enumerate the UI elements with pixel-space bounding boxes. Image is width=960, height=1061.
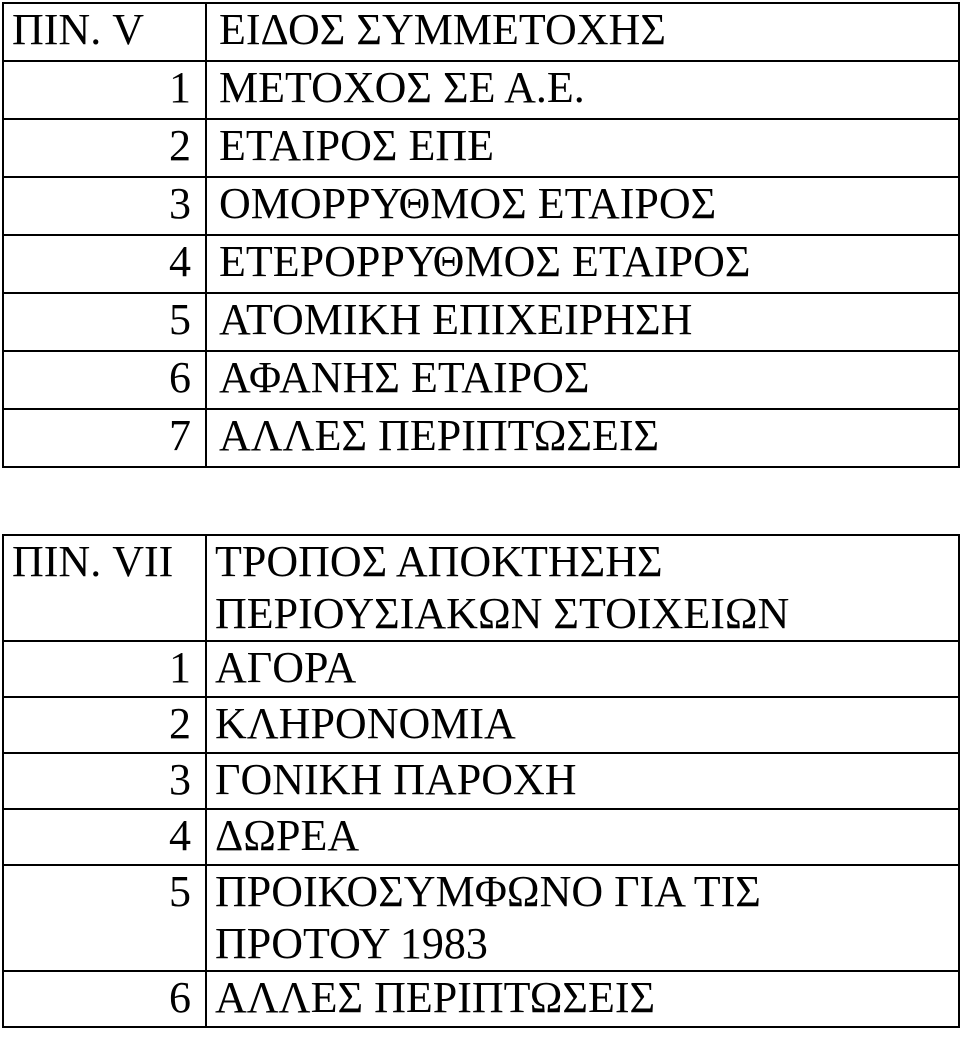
table-row: [3, 971, 959, 1027]
table-title: ΕΙΔΟΣ ΣΥΜΜΕΤΟΧΗΣ: [206, 3, 959, 61]
row-number: 3: [3, 177, 206, 235]
acquisition-method-table: [2, 534, 960, 1028]
row-label: ΟΜΟΡΡΥΘΜΟΣ ΕΤΑΙΡΟΣ: [206, 177, 959, 235]
row-label: ΑΤΟΜΙΚΗ ΕΠΙΧΕΙΡΗΣΗ: [206, 293, 959, 351]
row-number: 1: [3, 641, 206, 697]
row-label: ΓΟΝΙΚΗ ΠΑΡΟΧΗ: [206, 753, 959, 809]
table-row: [3, 293, 959, 351]
row-number: 4: [3, 809, 206, 865]
table-header-row: [3, 535, 959, 641]
row-label: ΕΤΑΙΡΟΣ ΕΠΕ: [206, 119, 959, 177]
row-number: 6: [3, 971, 206, 1027]
table-row: [3, 409, 959, 467]
row-number: 4: [3, 235, 206, 293]
table-row: [3, 177, 959, 235]
table-title-line: ΤΡΟΠΟΣ ΑΠΟΚΤΗΣΗΣ: [215, 537, 663, 586]
table-row: [3, 697, 959, 753]
table-title-line: ΠΕΡΙΟΥΣΙΑΚΩΝ ΣΤΟΙΧΕΙΩΝ: [215, 589, 790, 638]
table-row: [3, 235, 959, 293]
table-row: [3, 119, 959, 177]
table-code: ΠΙΝ. VII: [3, 535, 206, 641]
row-number: 2: [3, 697, 206, 753]
row-number: 7: [3, 409, 206, 467]
participation-type-table: [2, 2, 960, 468]
row-number: 5: [3, 865, 206, 971]
row-label: ΜΕΤΟΧΟΣ ΣΕ Α.Ε.: [206, 61, 959, 119]
row-label: ΑΛΛΕΣ ΠΕΡΙΠΤΩΣΕΙΣ: [206, 971, 959, 1027]
table-row: [3, 61, 959, 119]
table-code: ΠΙΝ. V: [3, 3, 206, 61]
table-row: [3, 809, 959, 865]
row-label: [206, 865, 959, 971]
row-number: 1: [3, 61, 206, 119]
table-row: [3, 351, 959, 409]
row-label: ΑΦΑΝΗΣ ΕΤΑΙΡΟΣ: [206, 351, 959, 409]
row-label: ΔΩΡΕΑ: [206, 809, 959, 865]
row-number: 3: [3, 753, 206, 809]
row-label-line: ΠΡΟΤΟΥ 1983: [215, 919, 488, 968]
table-title: [206, 535, 959, 641]
row-label: ΕΤΕΡΟΡΡΥΘΜΟΣ ΕΤΑΙΡΟΣ: [206, 235, 959, 293]
row-label: ΑΓΟΡΑ: [206, 641, 959, 697]
row-label: ΚΛΗΡΟΝΟΜΙΑ: [206, 697, 959, 753]
row-number: 2: [3, 119, 206, 177]
row-number: 6: [3, 351, 206, 409]
table-row: [3, 753, 959, 809]
table-row: [3, 641, 959, 697]
table-header-row: [3, 3, 959, 61]
table-row: [3, 865, 959, 971]
row-number: 5: [3, 293, 206, 351]
row-label: ΑΛΛΕΣ ΠΕΡΙΠΤΩΣΕΙΣ: [206, 409, 959, 467]
row-label-line: ΠΡΟΙΚΟΣΥΜΦΩΝΟ ΓΙΑ ΤΙΣ: [215, 867, 761, 916]
